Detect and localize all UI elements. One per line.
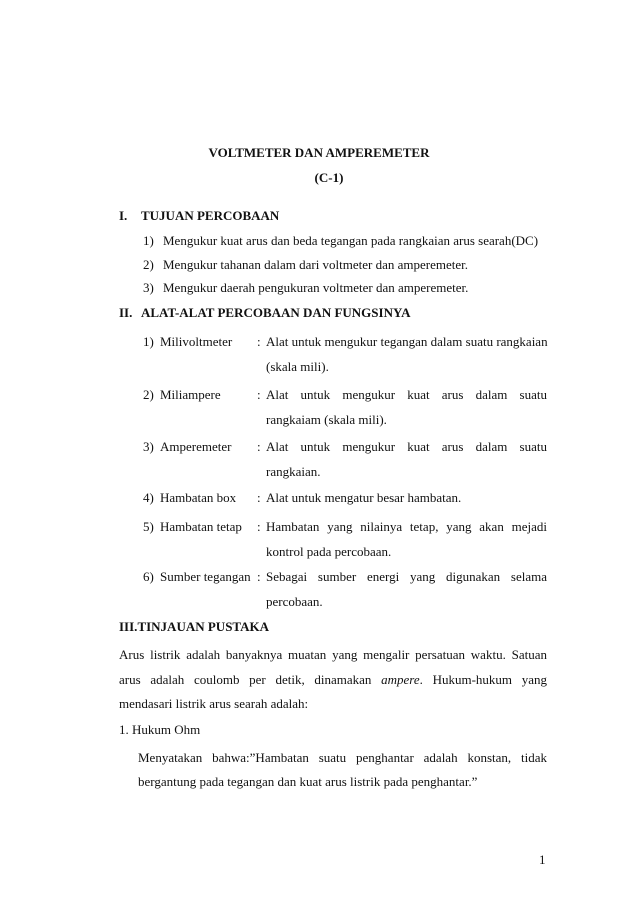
paragraph-line: Arus listrik adalah banyaknya muatan yang mengalir persatuan waktu. Satuan [119,647,547,662]
equipment-number: 2) [143,387,154,402]
paragraph-text: arus adalah coulomb per detik, dinamakan [119,672,372,687]
emphasis-term: ampere [381,672,420,687]
equipment-name: Milivoltmeter [160,334,233,349]
equipment-colon: : [257,569,261,584]
list-text: Mengukur daerah pengukuran voltmeter dan amperemeter. [163,280,469,295]
list-number: 2) [143,257,154,272]
equipment-number: 1) [143,334,154,349]
equipment-description: Sebagai sumber energi yang digunakan selama [266,569,547,584]
equipment-description: Alat untuk mengatur besar hambatan. [266,490,462,505]
section-title: TUJUAN PERCOBAAN [141,208,280,223]
paragraph-line [119,672,547,688]
equipment-colon: : [257,387,261,402]
quote-line: bergantung pada tegangan dan kuat arus listrik pada penghantar.” [138,774,478,789]
list-text: Mengukur tahanan dalam dari voltmeter dan amperemeter. [163,257,469,272]
list-item [143,257,468,273]
document-title: VOLTMETER DAN AMPEREMETER [208,145,430,160]
equipment-number: 5) [143,519,154,534]
section-number: III. [119,619,138,634]
section-title: ALAT-ALAT PERCOBAAN DAN FUNGSINYA [141,305,411,320]
list-item [143,233,538,249]
quote-line: Menyatakan bahwa:”Hambatan suatu penghantar adalah konstan, tidak [138,750,547,765]
equipment-colon: : [257,439,261,454]
equipment-name: Miliampere [160,387,221,402]
equipment-number: 4) [143,490,154,505]
equipment-name: Amperemeter [160,439,232,454]
equipment-colon: : [257,519,261,534]
equipment-description: Hambatan yang nilainya tetap, yang akan mejadi [266,519,547,534]
equipment-name: Hambatan box [160,490,237,505]
paragraph-text: . Hukum-hukum yang [419,672,548,687]
equipment-number: 6) [143,569,154,584]
equipment-name: Hambatan tetap [160,519,242,534]
section-heading-3 [119,619,269,635]
list-item [143,280,468,296]
equipment-description: Alat untuk mengukur tegangan dalam suatu rangkaian [266,334,548,349]
document-code: (C-1) [314,170,344,185]
list-number: 1) [143,233,154,248]
section-heading-1 [119,208,279,224]
equipment-description-cont: rangkaiam (skala mili). [266,412,387,427]
paragraph-line: mendasari listrik arus searah adalah: [119,696,309,711]
section-title: TINJAUAN PUSTAKA [137,619,270,634]
equipment-name: Sumber tegangan [160,569,251,584]
equipment-description-cont: (skala mili). [266,359,329,374]
equipment-description-cont: kontrol pada percobaan. [266,544,392,559]
section-heading-2 [119,305,411,321]
section-number: II. [119,305,133,320]
equipment-description-cont: percobaan. [266,594,323,609]
list-number: 3) [143,280,154,295]
equipment-colon: : [257,334,261,349]
section-number: I. [119,208,128,223]
equipment-description: Alat untuk mengukur kuat arus dalam suatu [266,387,547,402]
equipment-colon: : [257,490,261,505]
equipment-description-cont: rangkaian. [266,464,321,479]
page-number: 1 [539,852,546,867]
list-text: Mengukur kuat arus dan beda tegangan pada rangkaian arus searah(DC) [163,233,539,248]
equipment-number: 3) [143,439,154,454]
subsection-heading: 1. Hukum Ohm [119,722,201,737]
equipment-description: Alat untuk mengukur kuat arus dalam suatu [266,439,547,454]
